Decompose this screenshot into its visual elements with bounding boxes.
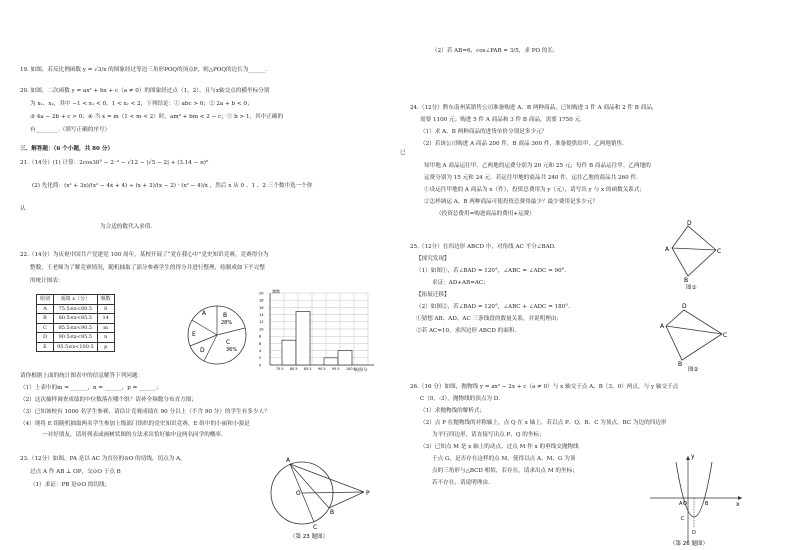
q26-line7: 于点 G，是否存在这样的点 M，使得以点 A、M、G 为顶	[432, 456, 576, 462]
pie-label-a: A	[202, 310, 207, 317]
svg-text:O: O	[296, 490, 301, 497]
diag-ac-1	[672, 248, 716, 250]
q22-ask: 请你根据上面的统计图表中的信息解答下列问题：	[20, 373, 144, 379]
q26-line1: 26.（16 分）如图，抛物线 y = ax² − 2x + c（a ≠ 0）与 x 轴交于点 A、B（3，0）两点，与 y 轴交于点	[410, 384, 679, 390]
q22-line1: 22.（14分）为庆祝中国共产党建党 100 周年，某校开展了“党在我心中”党史知识竞赛，竞赛得分为	[20, 252, 269, 258]
svg-text:A: A	[286, 457, 291, 464]
frequency-table	[36, 294, 115, 352]
svg-text:B: B	[330, 509, 335, 516]
table-cell: 80.5≤x<85.5	[54, 314, 98, 324]
table-row	[37, 333, 115, 343]
parabola	[676, 462, 712, 517]
figure-25-2	[660, 300, 730, 372]
svg-text:B: B	[705, 501, 709, 507]
q19-text: 19. 如图，若反比例函数 y = √3/x 的图象经过等边三角形POQ的顶点P，则△POQ的边长为______.	[20, 67, 267, 73]
segment-op	[302, 492, 364, 493]
q24-line6: 知甲地 A 商品运往甲、乙两地的运费分别为 20 元和 25 元；每件 B 商品运往甲、乙两地的	[424, 163, 651, 169]
figure-25-1-caption: 图①	[686, 285, 697, 291]
q24-line4: （2）若该公司购进 A 商品 200 件，B 商品 300 件，准备提供给甲、乙两地销售.	[420, 141, 624, 147]
q23-line2: 过点 A 作 AB ⊥ OP，交⊙O 于点 B	[30, 469, 121, 475]
q25-line4: 求证：AD+AB=AC；	[432, 280, 489, 286]
table-cell: 85.5≤x<90.5	[54, 323, 98, 333]
histogram	[258, 289, 378, 373]
svg-text:D: D	[687, 220, 692, 227]
hist-bar-e	[338, 351, 352, 365]
table-cell: C	[37, 323, 54, 333]
hist-xtick: 100.5	[346, 367, 356, 371]
svg-text:C: C	[723, 332, 728, 339]
table-cell: 75.5≤x<80.5	[54, 304, 98, 314]
quad-abcd-1	[672, 226, 716, 276]
q26-line6: （3）已知点 M 是 x 轴上的动点，过点 M 作 x 的垂线交抛物线	[420, 444, 579, 450]
q24-line5: 已	[400, 150, 406, 156]
svg-text:A: A	[665, 246, 670, 253]
table-row	[37, 323, 115, 333]
q22-sub2: （2）这次抽样调查成绩的中位数落在哪个组？请补全频数分布直方图；	[20, 397, 197, 403]
pie-pct-b: 28%	[221, 320, 233, 326]
q22-line3: 的统计图表：	[30, 278, 64, 284]
hist-bar-a	[282, 340, 296, 365]
q24-line9: ②怎样调运 A、B 两种商品可使投资总费用最少？最少费用是多少元？	[424, 199, 598, 205]
svg-text:B: B	[678, 361, 683, 368]
q25-line8: ②若 AC=10，求四边形 ABCD 的面积.	[416, 328, 517, 334]
table-cell: 14	[97, 314, 114, 324]
q23-part2: （2）若 AB=6，cos∠PAB = 3/5，求 PO 的长.	[432, 48, 555, 54]
table-cell: D	[37, 333, 54, 343]
svg-text:O: O	[683, 501, 687, 507]
q25-line6: （2）如图②，若∠BAD = 120°，∠ABC + ∠ADC = 180°．	[416, 304, 574, 310]
q24-line8: ①设运往甲地的 A 商品为 x（件），投资总费用为 y（元），请写出 y 与 x 的函数关系式；	[424, 187, 646, 193]
q24-line7: 运费分别为 15 元和 24 元．若运往甲地的商品共 240 件，运往乙地的商品共 260 件．	[424, 175, 642, 181]
q20-line1: 20. 如图，二次函数 y = ax² + bx + c（a ≠ 0）的图象经过点（1，2），且与x轴交点的横坐标分别	[20, 88, 270, 94]
figure-25-1	[660, 218, 720, 290]
quad-abcd-2	[666, 310, 722, 360]
q26-line5: 为平行四边形，请直接写出点 P、Q 的坐标；	[432, 432, 545, 438]
q25-line5: 【拓展迁移】	[416, 292, 450, 298]
table-row	[37, 304, 115, 314]
q26-line4: （2）点 P 在抛物线的对称轴上，点 Q 在 x 轴上，若以点 P、Q、B、C 为顶点，BC 为边的四边形	[420, 420, 667, 426]
figure-23-caption: （第 23 题图）	[290, 534, 328, 540]
diag-ac-2	[666, 326, 722, 334]
q24-line3: （1）求 A、B 两种商品的进货单价分别是多少元？	[420, 129, 548, 135]
svg-text:P: P	[366, 490, 370, 497]
q21-line3: 认	[20, 206, 26, 212]
q22-sub1: （1）上表中的m = ______，n = ______，p = ______；	[20, 385, 162, 391]
hist-ytick: 16	[259, 305, 264, 310]
q21-line1: 21.（14分）(1) 计算：2cos30° − 2⁻³ − √12 − |√5 − 2| + (3.14 − π)⁰	[20, 160, 209, 166]
hist-ytick: 6	[259, 341, 262, 346]
hist-xticks	[276, 367, 356, 371]
tangent-pa	[290, 464, 364, 492]
hist-xtick: 95.5	[332, 367, 340, 371]
pie-label-d: D	[200, 347, 205, 354]
svg-text:D: D	[692, 530, 696, 536]
table-header: 成绩 x（分）	[54, 295, 98, 305]
figure-26-caption: （第 26 题图）	[670, 541, 708, 547]
table-cell: n	[97, 333, 114, 343]
pie-label-b: B	[223, 312, 228, 319]
svg-text:y: y	[691, 453, 695, 460]
pie-divider	[217, 328, 245, 335]
hist-ytick: 4	[259, 349, 262, 353]
svg-text:C: C	[717, 248, 722, 255]
q25-line1: 25.（12分）在四边形 ABCD 中，对角线 AC 平分∠BAD.	[410, 244, 556, 250]
hist-ytick: 20	[259, 291, 264, 296]
q24-line10: （投资总费用=购进商品的费用+运费）	[436, 211, 535, 217]
pie-label-e: E	[192, 331, 196, 338]
hist-xtick: 80.5	[290, 367, 298, 371]
table-cell: p	[97, 342, 114, 352]
q20-line4: 有________.（填写正确的序号）	[30, 127, 111, 133]
hist-ytick: 2	[259, 356, 262, 361]
q26-line9: 若不存在，请说明理由.	[432, 480, 490, 486]
svg-text:D: D	[682, 303, 687, 310]
table-cell: 95.5≤x<100.5	[54, 342, 98, 352]
table-cell: 6	[97, 304, 114, 314]
q24-line2: 需要 1100 元；购进 5 件 A 商品和 3 件 B 商品，需要 1750 元．	[420, 117, 586, 123]
svg-text:C: C	[681, 516, 685, 522]
y-axis-arrow	[686, 456, 690, 460]
q22-sub3: （3）已知该校有 1000 名学生参赛，请估计竞赛成绩在 90 分以上（不含 90 分）的学生有多少人？	[20, 409, 270, 415]
hist-xtick: 75.5	[276, 367, 284, 371]
pie-pct-c: 36%	[226, 347, 238, 353]
x-axis-arrow	[738, 496, 742, 500]
section-title: 三、解答题：（6 个小题，共 80 分）	[20, 146, 114, 152]
svg-text:B: B	[684, 277, 689, 284]
q22-sub4: （4）现将 E 组随机抽取两名学生参加上级部门组织的党史知识竞赛，E 组中的小丽和小强是	[20, 421, 250, 427]
q26-line8: 点的三角形与△BCD 相似，若存在，请求出点 M 的坐标；	[432, 468, 578, 474]
table-header: 组别	[37, 295, 54, 305]
q23-line3: （1）求证：PB 是⊙O 的切线；	[30, 482, 111, 488]
table-cell: m	[97, 323, 114, 333]
hist-ytick: 14	[259, 313, 264, 317]
hist-bar-d	[324, 358, 338, 365]
table-cell: B	[37, 314, 54, 324]
hist-ytick: 18	[259, 298, 264, 303]
svg-text:A: A	[660, 323, 665, 330]
q24-line1: 24.（12分）黔东南州某销售公司准备购进 A、B 两种商品，已知购进 3 件 A 商品和 2 件 B 商品，	[410, 105, 658, 111]
pie-divider	[204, 335, 217, 361]
hist-ytick: 12	[259, 320, 264, 325]
q20-line2: 为 x₁、x₂，其中 −1 < x₁ < 0，1 < x₂ < 2，下列结论：① abc > 0；② 2a + b < 0；	[30, 101, 253, 107]
q22-line2: 整数，王老师为了解竞赛情况，随机抽取了部分参赛学生的得分并进行整理，绘制成如下不完整	[30, 265, 265, 271]
q22-sub4b: 一对好朋友，请用列表或画树状图的方法求出恰好抽中这两名同学的概率.	[42, 432, 223, 438]
q26-line3: （1）求抛物线的解析式；	[420, 408, 486, 414]
table-cell: E	[37, 342, 54, 352]
pie-chart	[182, 300, 252, 370]
hist-xtick: 90.5	[318, 367, 326, 371]
table-cell: A	[37, 304, 54, 314]
hist-yticks	[259, 291, 264, 367]
q23-line1: 23.（12分）如图，PA 是以 AC 为直径的⊙O 的切线，切点为 A，	[20, 456, 186, 462]
tangent-pb	[329, 492, 364, 508]
hist-ytick: 8	[259, 334, 262, 339]
hist-ytick: 0	[259, 363, 262, 368]
svg-text:x: x	[736, 501, 740, 508]
q21-line2: (2) 先化简：(x² + 3x)/(x² − 4x + 4) ÷ (x + 3)/(x − 2) · (x² − 4)/x ，然后 x 从 0 、1 、2 三个数中选一个你	[32, 183, 313, 189]
svg-text:C: C	[313, 524, 318, 531]
q21-line4: 为合适的数代入求值.	[100, 224, 153, 230]
hist-x-label: 成绩/分	[354, 367, 368, 372]
figure-23	[258, 447, 388, 539]
hist-y-label: 频数	[272, 289, 280, 294]
q25-line7: ①猜想 AB、AD、AC 三条线段的数量关系，并说明理由；	[416, 316, 563, 322]
q26-line2: C（0，-3），抛物线的顶点为 D.	[420, 396, 500, 402]
table-cell: 90.5≤x<95.5	[54, 333, 98, 343]
q20-line3: ③ 4a − 2b + c > 0；④ 当 x = m（1 < m < 2）时，am² + bm < 2 − c；⑤ b > 1，其中正确的	[30, 114, 284, 120]
q25-line2: 【探究发现】	[416, 256, 450, 262]
svg-text:A: A	[679, 501, 683, 507]
hist-xtick: 85.5	[304, 367, 312, 371]
hist-bar-b	[296, 311, 310, 365]
figure-26	[646, 452, 746, 548]
table-row	[37, 342, 115, 352]
table-header: 频数	[97, 295, 114, 305]
table-row	[37, 314, 115, 324]
hist-ytick: 10	[259, 327, 264, 332]
figure-25-2-caption: 图②	[688, 367, 699, 373]
table-header-row	[37, 295, 115, 305]
q25-line3: （1）如图①，若∠BAD = 120°，∠ABC = ∠ADC = 90°．	[416, 268, 571, 274]
pie-label-c: C	[226, 339, 231, 346]
